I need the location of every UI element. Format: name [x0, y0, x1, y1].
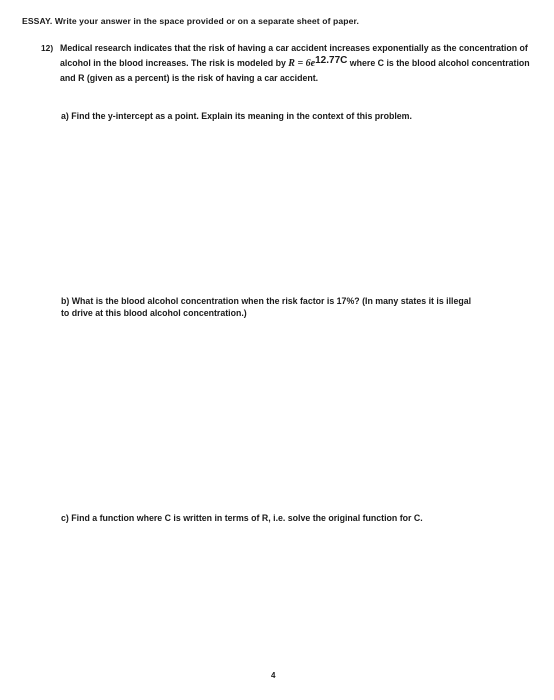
essay-instructions: ESSAY. Write your answer in the space provided or on a separate sheet of paper. — [22, 16, 359, 26]
formula-base: R = 6e — [288, 57, 316, 69]
problem-statement — [60, 41, 538, 86]
risk-formula — [288, 54, 348, 69]
part-b-line-1: b) What is the blood alcohol concentration when the risk factor is 17%? (In many states it is illegal — [61, 296, 472, 306]
problem-12 — [41, 41, 541, 86]
problem-text-outro: where C is the blood alcohol concentration and R (given as a percent) is the risk of having a car accident. — [60, 57, 530, 84]
part-a-question: a) Find the y-intercept as a point. Explain its meaning in the context of this problem. — [61, 111, 412, 121]
page-number: 4 — [271, 671, 276, 680]
problem-text-intro: Medical research indicates that the risk of having a car accident increases exponentially as the concentration of alcohol in the blood increases. The risk is modeled by — [60, 43, 528, 68]
part-b-line-2: to drive at this blood alcohol concentration.) — [61, 308, 247, 318]
part-c-question: c) Find a function where C is written in terms of R, i.e. solve the original function for C. — [61, 513, 423, 523]
part-b-question — [61, 295, 539, 319]
problem-number: 12) — [41, 43, 54, 53]
formula-exponent: 12.77C — [315, 54, 348, 66]
